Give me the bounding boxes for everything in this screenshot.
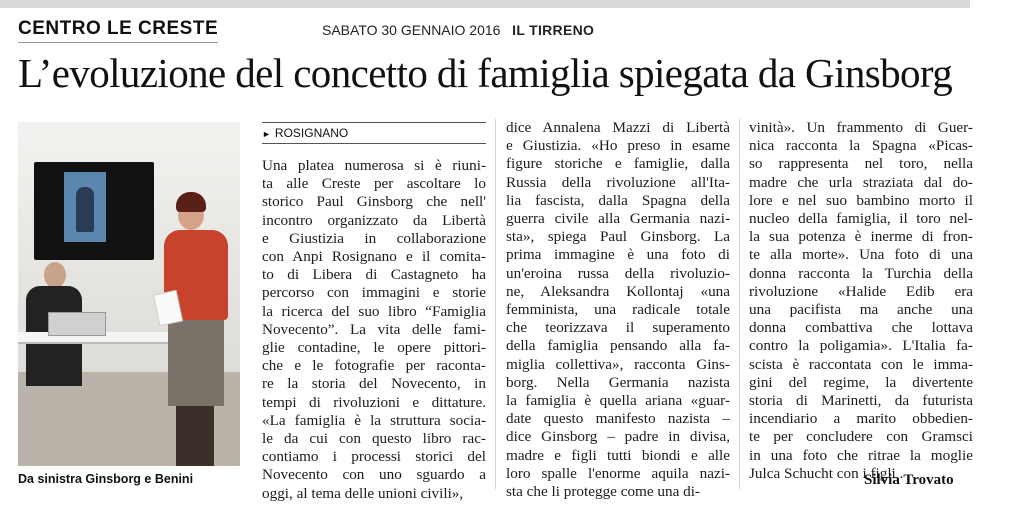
- article-line: che e le fotografie per raconta-: [262, 357, 486, 375]
- kicker-label: ROSIGNANO: [274, 126, 349, 140]
- photo-woman-legs: [176, 406, 214, 466]
- article-line: so rappresenta nel toro, nella: [749, 155, 973, 173]
- article-line: figure storiche e famiglie, dalla: [506, 155, 730, 173]
- article-line: «La famiglia è la struttura socia-: [262, 411, 486, 429]
- article-line: la sua potenza è inerme di fron-: [749, 228, 973, 246]
- column-divider: [739, 119, 740, 489]
- article-line: nucleo della famiglia, il toro nel-: [749, 210, 973, 228]
- article-line: contiamo i processi storici del: [262, 448, 486, 466]
- article-line: guerra civile alla Germania nazi-: [506, 210, 730, 228]
- article-line: lia fascista, dalla Spagna della: [506, 191, 730, 209]
- article-line: te per concludere con Gramsci: [749, 428, 973, 446]
- article-column-3: [749, 119, 973, 483]
- article-line: re la storia del Novecento, in: [262, 375, 486, 393]
- article-column-1: [262, 157, 486, 503]
- kicker: [262, 126, 348, 140]
- article-line: glie contadine, le opere pittori-: [262, 339, 486, 357]
- article-line: Novecento con uno sguardo a: [262, 466, 486, 484]
- issue-date: SABATO 30 GENNAIO 2016: [322, 22, 501, 38]
- article-line: incendiario a marito obbedien-: [749, 410, 973, 428]
- article-line: rivoluzione «Halide Edib era: [749, 282, 973, 300]
- article-line: to di Libera di Castagneto ha: [262, 266, 486, 284]
- article-line: sta», spiega Paul Ginsborg. La: [506, 228, 730, 246]
- article-line: sta che li protegge come una di-: [506, 483, 700, 501]
- article-line: femminista, una radicale totale: [506, 301, 730, 319]
- author-signature: Silvia Trovato: [864, 472, 954, 488]
- article-line: Julca Schucht con i figli .: [749, 464, 904, 482]
- article-line: ta alle Creste per ascoltare lo: [262, 175, 486, 193]
- section-title: CENTRO LE CRESTE: [18, 18, 219, 39]
- article-line: le da cui con questo libro rac-: [262, 430, 486, 448]
- article-line: la famiglia è quella ariana «guar-: [506, 392, 730, 410]
- article-line: con Anpi Rosignano e il comita-: [262, 248, 486, 266]
- top-gray-bar: [0, 0, 970, 8]
- newspaper-name: IL TIRRENO: [512, 22, 595, 38]
- photo-woman-skirt: [168, 320, 224, 406]
- article-line: madre che urla straziata dal do-: [749, 173, 973, 191]
- article-line: dice Annalena Mazzi di Libertà: [506, 119, 730, 136]
- article-line: incontro organizzato da Libertà: [262, 211, 486, 229]
- article-line: tempi di rivoluzioni e dittature.: [262, 393, 486, 411]
- article-line: la ricerca del suo libro “Famiglia: [262, 302, 486, 320]
- article-line: vinità». Un frammento di Guer-: [749, 119, 973, 136]
- article-line: madre e figli tutti biondi e alle: [506, 446, 730, 464]
- article-line: donna racconta la Turchia della: [749, 264, 973, 282]
- article-line: della famiglia pensando alla fa-: [506, 337, 730, 355]
- article-line: e Giustizia in collaborazione: [262, 229, 486, 247]
- article-line: miglia collettiva», racconta Gins-: [506, 355, 730, 373]
- article-line: che teorizzava il superamento: [506, 319, 730, 337]
- article-line: date questo manifesto nazista –: [506, 410, 730, 428]
- article-line: nica racconta la Spagna «Picas-: [749, 137, 973, 155]
- photo-screen: [34, 162, 154, 260]
- article-line: storico Paul Ginsborg che nell': [262, 193, 486, 211]
- kicker-top-rule: [262, 122, 486, 123]
- article-line: Novecento”. La vita delle fami-: [262, 320, 486, 338]
- dateline: [322, 22, 594, 38]
- article-line: Una platea numerosa si è riuni-: [262, 157, 486, 174]
- triangle-bullet-icon: ►: [262, 129, 271, 139]
- kicker-bottom-rule: [262, 143, 486, 144]
- photo-screen-image: [64, 172, 106, 242]
- article-line: prima immagine è una foto di: [506, 246, 730, 264]
- article-line: donna combattiva che lottava: [749, 319, 973, 337]
- article-line: oggi, al tema delle unioni civili»,: [262, 484, 464, 502]
- article-line: e Giustizia. «Ho preso in esame: [506, 137, 730, 155]
- article-line: borg. Nella Germania nazista: [506, 373, 730, 391]
- article-line: loro spalle l'enorme aquila nazi-: [506, 464, 730, 482]
- article-column-2: [506, 119, 730, 501]
- article-line: dice Ginsborg – padre in divisa,: [506, 428, 730, 446]
- section-underline: [18, 42, 218, 43]
- article-line: percorso con immagini e storie: [262, 284, 486, 302]
- article-line: in una foto che ritrae la moglie: [749, 446, 973, 464]
- article-line: un'eroina russa della rivoluzio-: [506, 264, 730, 282]
- photo-screen-figure: [76, 187, 94, 232]
- article-line: una pacifista ma anche una: [749, 301, 973, 319]
- article-line: contro la poligamia». L'Italia fa-: [749, 337, 973, 355]
- article-line: ne, Aleksandra Kollontaj «una: [506, 282, 730, 300]
- article-line: storia di Marinetti, da futurista: [749, 392, 973, 410]
- headline: L’evoluzione del concetto di famiglia spiegata da Ginsborg: [18, 50, 953, 96]
- article-line: lore e nel suo bambino morto il: [749, 191, 973, 209]
- column-divider: [495, 119, 496, 489]
- article-photo: [18, 122, 240, 466]
- photo-caption: Da sinistra Ginsborg e Benini: [18, 472, 194, 486]
- article-line: gini del regime, la divertente: [749, 373, 973, 391]
- photo-man-head: [44, 262, 66, 288]
- photo-woman-hair: [176, 192, 206, 212]
- article-line: Russia della rivoluzione all'Ita-: [506, 173, 730, 191]
- article-line: te alla morte». Una foto di una: [749, 246, 973, 264]
- photo-woman: [158, 192, 238, 466]
- photo-laptop: [48, 312, 106, 336]
- article-line: scista è raccontata con le imma-: [749, 355, 973, 373]
